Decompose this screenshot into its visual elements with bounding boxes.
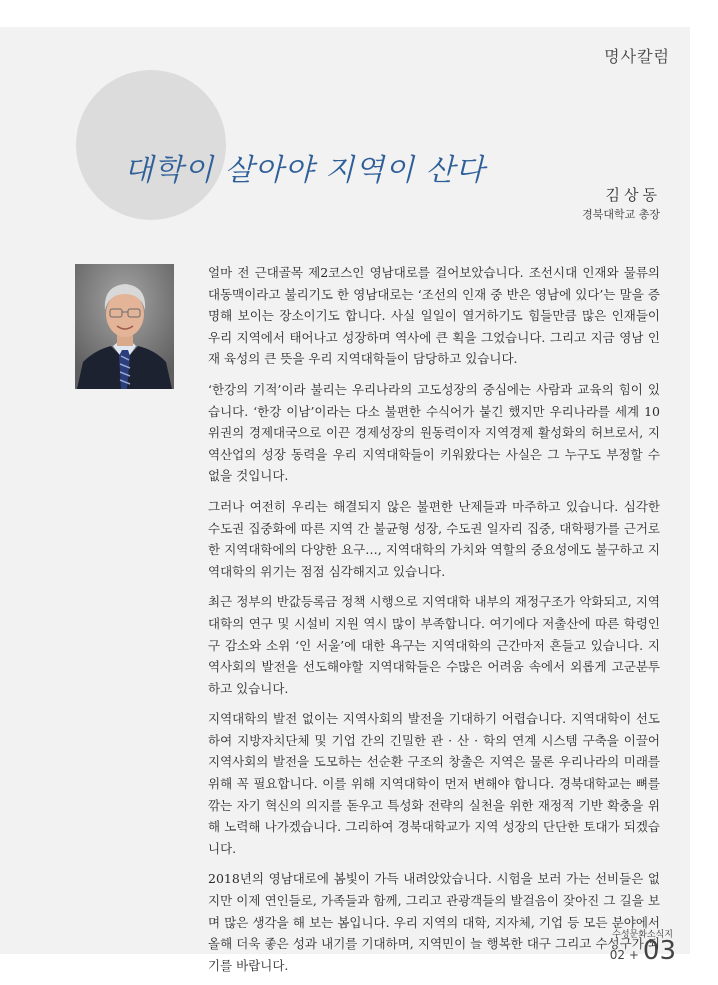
- article-paragraph-2: ‘한강의 기적’이라 불리는 우리나라의 고도성장의 중심에는 사람과 교육의 힘이 있습니다. ‘한강 이남’이라는 다소 불편한 수식어가 붙긴 했지만 우리나라를 세계 10위권의 경제대국으로 이끈 경제성장의 원동력이자 지역경제 활성화의 허브로서, 지역산업의 성장 동력을 우리 지역대학들이 키워왔다는 사실은 그 누구도 부정할 수 없을 것입니다.: [208, 381, 660, 484]
- author-name: 김상동: [605, 186, 661, 204]
- page-number-left: 02 +: [609, 948, 639, 962]
- article-title: 대학이 살아야 지역이 산다: [124, 153, 486, 188]
- author-title: 경북대학교 총장: [582, 208, 660, 221]
- article-paragraph-6: 2018년의 영남대로에 봄빛이 가득 내려앉았습니다. 시험을 보러 가는 선비들은 없지만 이제 연인들로, 가족들과 함께, 그리고 관광객들의 발걸음이 잦아진 그 길을 보며 많은 생각을 해 보는 봄입니다. 우리 지역의 대학, 지자체, 기업 등 모든 분야에서 올해 더욱 좋은 성과 내기를 기대하며, 지역민이 늘 행복한 대구 그리고 수성구가 되기를 바랍니다.: [208, 871, 660, 973]
- article-body: [208, 262, 660, 985]
- publication-name: 수성문화소식지: [612, 930, 673, 940]
- article-paragraph-3: 그러나 여전히 우리는 해결되지 않은 불편한 난제들과 마주하고 있습니다. 심각한 수도권 집중화에 따른 지역 간 불균형 성장, 수도권 일자리 집중, 대학평가를 근거로 한 지역대학에의 다양한 요구…, 지역대학의 가치와 역할의 중요성에도 불구하고 지역대학의 위기는 점점 심각해지고 있습니다.: [208, 498, 660, 579]
- article-paragraph-5: 지역대학의 발전 없이는 지역사회의 발전을 기대하기 어렵습니다. 지역대학이 선도하여 지방자치단체 및 기업 간의 긴밀한 관 · 산 · 학의 연계 시스템 구축을 이끌어 지역사회의 발전을 도모하는 선순환 구조의 창출은 지역은 물론 우리나라의 미래를 위해 꼭 필요합니다. 이를 위해 지역대학이 먼저 변해야 합니다. 경북대학교는 뼈를 깎는 자기 혁신의 의지를 돋우고 특성화 전략의 실천을 위한 재정적 기반 확충을 위해 노력해 나가겠습니다. 그리하여 경북대학교가 지역 성장의 단단한 토대가 되겠습니다.: [208, 711, 660, 856]
- article-paragraph-1: 얼마 전 근대골목 제2코스인 영남대로를 걸어보았습니다. 조선시대 인재와 물류의 대동맥이라고 불리기도 한 영남대로는 ‘조선의 인재 중 반은 영남에 있다’는 말을 증명해 보이는 장소이기도 합니다. 사실 일일이 열거하기도 힘들만큼 많은 인재들이 우리 지역에서 태어나고 성장하며 역사에 큰 획을 그었습니다. 그리고 지금 영남 인재 육성의 큰 뜻을 우리 지역대학들이 담당하고 있습니다.: [208, 265, 660, 367]
- section-label: 명사칼럼: [604, 47, 670, 66]
- author-photo: [75, 264, 174, 389]
- article-paragraph-4: 최근 정부의 반값등록금 정책 시행으로 지역대학 내부의 재정구조가 악화되고, 지역대학의 연구 및 시설비 지원 역시 많이 부족합니다. 여기에다 저출산에 따른 학령인구 감소와 소위 ‘인 서울’에 대한 욕구는 지역대학의 근간마저 흔들고 있습니다. 지역사회의 발전을 선도해야할 지역대학들은 수많은 어려움 속에서 외롭게 고군분투하고 있습니다.: [208, 594, 660, 696]
- page-number: [610, 936, 676, 966]
- page-number-right: 03: [642, 936, 676, 966]
